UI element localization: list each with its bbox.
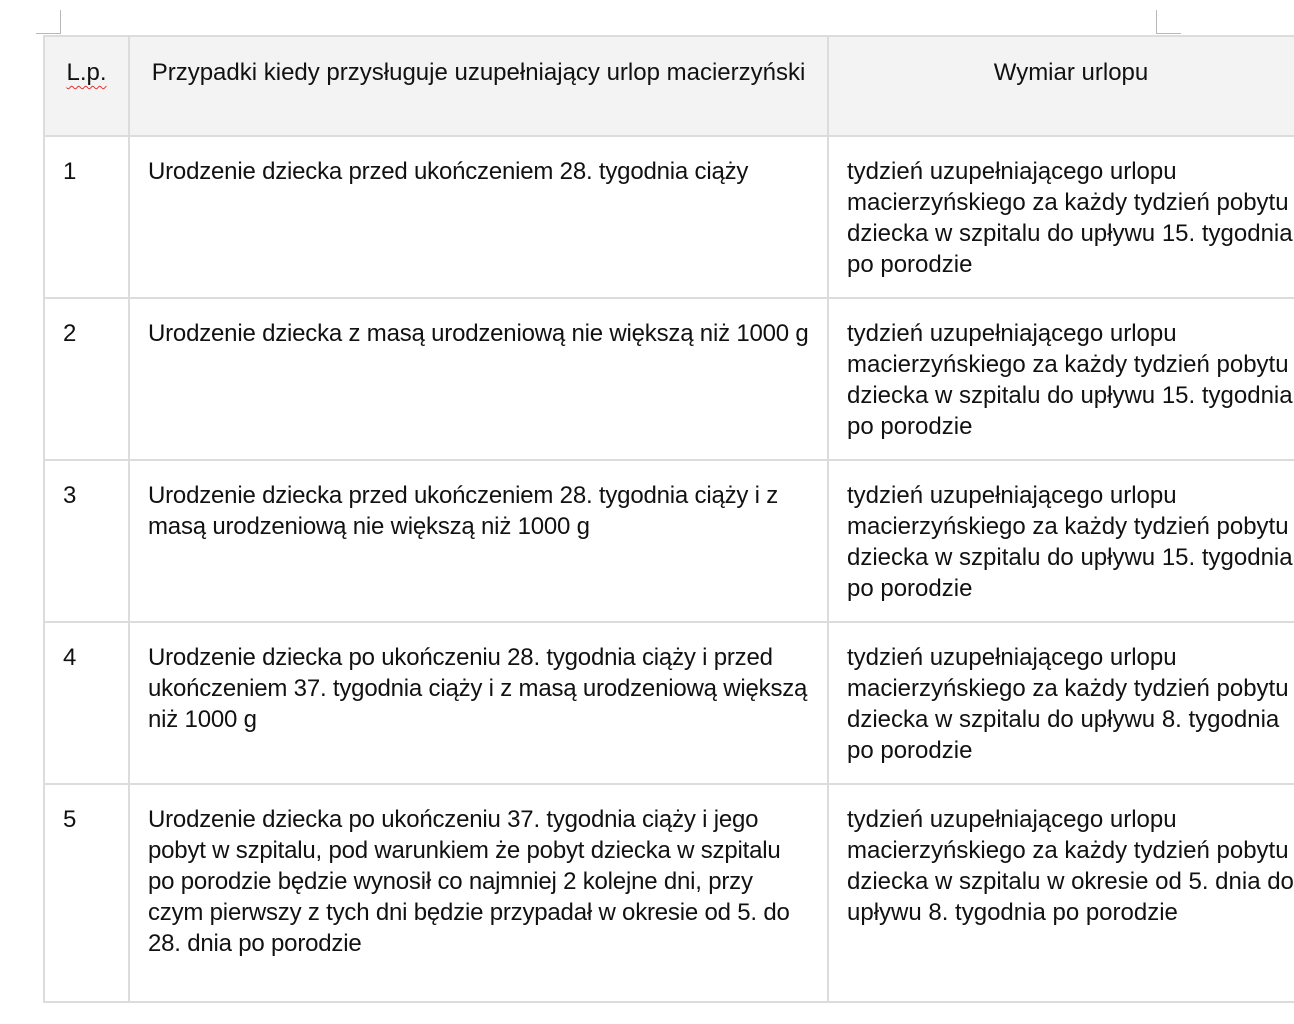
page-corner-mark: [1156, 10, 1157, 34]
table-row: [44, 784, 1294, 1002]
row-duration[interactable]: tydzień uzupełniającego urlopu macierzyńskiego za każdy tydzień pobytu dziecka w szpitalu do upływu 15. tygodnia po porodzie: [828, 460, 1294, 622]
row-duration[interactable]: tydzień uzupełniającego urlopu macierzyńskiego za każdy tydzień pobytu dziecka w szpitalu do upływu 15. tygodnia po porodzie: [828, 298, 1294, 460]
page-corner-mark: [60, 10, 61, 34]
header-lp[interactable]: [44, 36, 129, 136]
row-number[interactable]: 5: [44, 784, 129, 1002]
row-duration[interactable]: tydzień uzupełniającego urlopu macierzyńskiego za każdy tydzień pobytu dziecka w szpitalu do upływu 15. tygodnia po porodzie: [828, 136, 1294, 298]
page-corner-mark: [1156, 33, 1181, 34]
table-header-row: [44, 36, 1294, 136]
row-case[interactable]: Urodzenie dziecka po ukończeniu 28. tygodnia ciąży i przed ukończeniem 37. tygodnia ciąży i z masą urodzeniową większą niż 1000 g: [129, 622, 828, 784]
row-number[interactable]: 2: [44, 298, 129, 460]
maternity-leave-table: [43, 35, 1294, 1003]
row-case[interactable]: Urodzenie dziecka przed ukończeniem 28. tygodnia ciąży: [129, 136, 828, 298]
row-case[interactable]: Urodzenie dziecka z masą urodzeniową nie większą niż 1000 g: [129, 298, 828, 460]
row-number[interactable]: 4: [44, 622, 129, 784]
header-lp-label: L.p.: [66, 59, 107, 86]
row-number[interactable]: 3: [44, 460, 129, 622]
row-case[interactable]: Urodzenie dziecka przed ukończeniem 28. tygodnia ciąży i z masą urodzeniową nie większą niż 1000 g: [129, 460, 828, 622]
row-case[interactable]: Urodzenie dziecka po ukończeniu 37. tygodnia ciąży i jego pobyt w szpitalu, pod warunkiem że pobyt dziecka w szpitalu po porodzie będzie wynosił co najmniej 2 kolejne dni, przy czym pierwszy z tych dni będzie przypadał w okresie od 5. do 28. dnia po porodzie: [129, 784, 828, 1002]
table-row: [44, 136, 1294, 298]
row-duration[interactable]: tydzień uzupełniającego urlopu macierzyńskiego za każdy tydzień pobytu dziecka w szpitalu do upływu 8. tygodnia po porodzie: [828, 622, 1294, 784]
header-duration[interactable]: Wymiar urlopu: [828, 36, 1294, 136]
table-row: [44, 622, 1294, 784]
row-duration[interactable]: tydzień uzupełniającego urlopu macierzyńskiego za każdy tydzień pobytu dziecka w szpitalu w okresie od 5. dnia do upływu 8. tygodnia po porodzie: [828, 784, 1294, 1002]
header-cases[interactable]: Przypadki kiedy przysługuje uzupełniający urlop macierzyński: [129, 36, 828, 136]
table-row: [44, 298, 1294, 460]
row-number[interactable]: 1: [44, 136, 129, 298]
page-corner-mark: [36, 33, 61, 34]
table-row: [44, 460, 1294, 622]
